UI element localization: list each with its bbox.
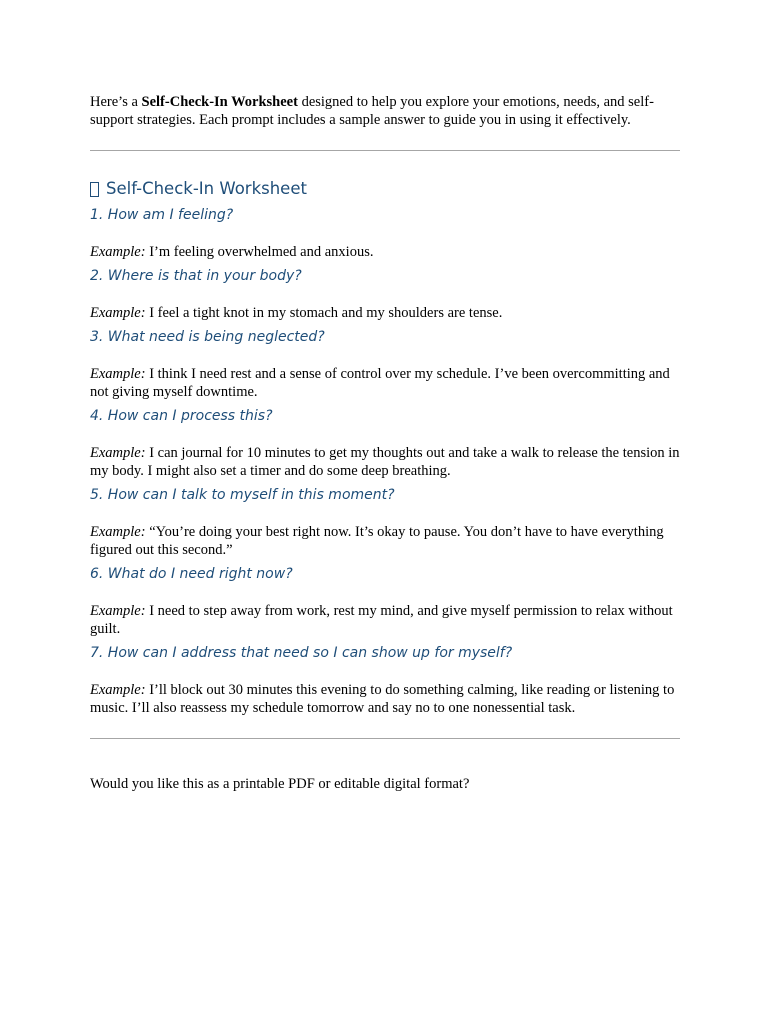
example-label: Example: [90,244,146,260]
example-answer [90,681,680,717]
example-answer [90,523,680,559]
worksheet-items [90,206,680,717]
example-label: Example: [90,445,146,461]
example-text: I’ll block out 30 minutes this evening to do something calming, like reading or listening to music. I’ll also reassess my schedule tomorrow and say no to one nonessential task. [90,682,675,716]
example-answer [90,304,680,322]
intro-bold: Self-Check-In Worksheet [141,94,298,110]
example-text: I’m feeling overwhelmed and anxious. [149,244,374,260]
intro-prefix: Here’s a [90,94,142,110]
example-answer [90,243,680,261]
question-heading: 3. What need is being neglected? [90,329,325,345]
question-heading: 6. What do I need right now? [90,566,293,582]
example-answer [90,365,680,401]
divider-bottom [90,738,680,739]
intro-suffix: designed to help you explore your emotions, needs, and self-support strategies. Each prompt includes a sample answer to guide you in using it effectively. [90,94,654,128]
worksheet-title [90,178,680,200]
question-heading: 7. How can I address that need so I can show up for myself? [90,645,513,661]
example-text: I feel a tight knot in my stomach and my shoulders are tense. [149,305,503,321]
question-heading: 1. How am I feeling? [90,207,234,223]
example-text: “You’re doing your best right now. It’s okay to pause. You don’t have to have everything figured out this second.” [90,524,664,558]
document-page [90,93,680,793]
example-label: Example: [90,682,146,698]
example-text: I can journal for 10 minutes to get my thoughts out and take a walk to release the tension in my body. I might also set a timer and do some deep breathing. [90,445,680,479]
example-label: Example: [90,305,146,321]
example-label: Example: [90,524,146,540]
missing-glyph-icon [90,182,99,197]
question-heading: 5. How can I talk to myself in this moment? [90,487,395,503]
closing-question: Would you like this as a printable PDF or editable digital format? [90,776,470,792]
example-label: Example: [90,603,146,619]
divider-top [90,150,680,151]
question-heading: 2. Where is that in your body? [90,268,302,284]
worksheet-title-text: Self-Check-In Worksheet [106,179,307,198]
example-text: I think I need rest and a sense of control over my schedule. I’ve been overcommitting and not giving myself downtime. [90,366,670,400]
intro-paragraph [90,93,680,129]
example-label: Example: [90,366,146,382]
example-answer [90,444,680,480]
example-answer [90,602,680,638]
question-heading: 4. How can I process this? [90,408,273,424]
example-text: I need to step away from work, rest my mind, and give myself permission to relax without guilt. [90,603,673,637]
